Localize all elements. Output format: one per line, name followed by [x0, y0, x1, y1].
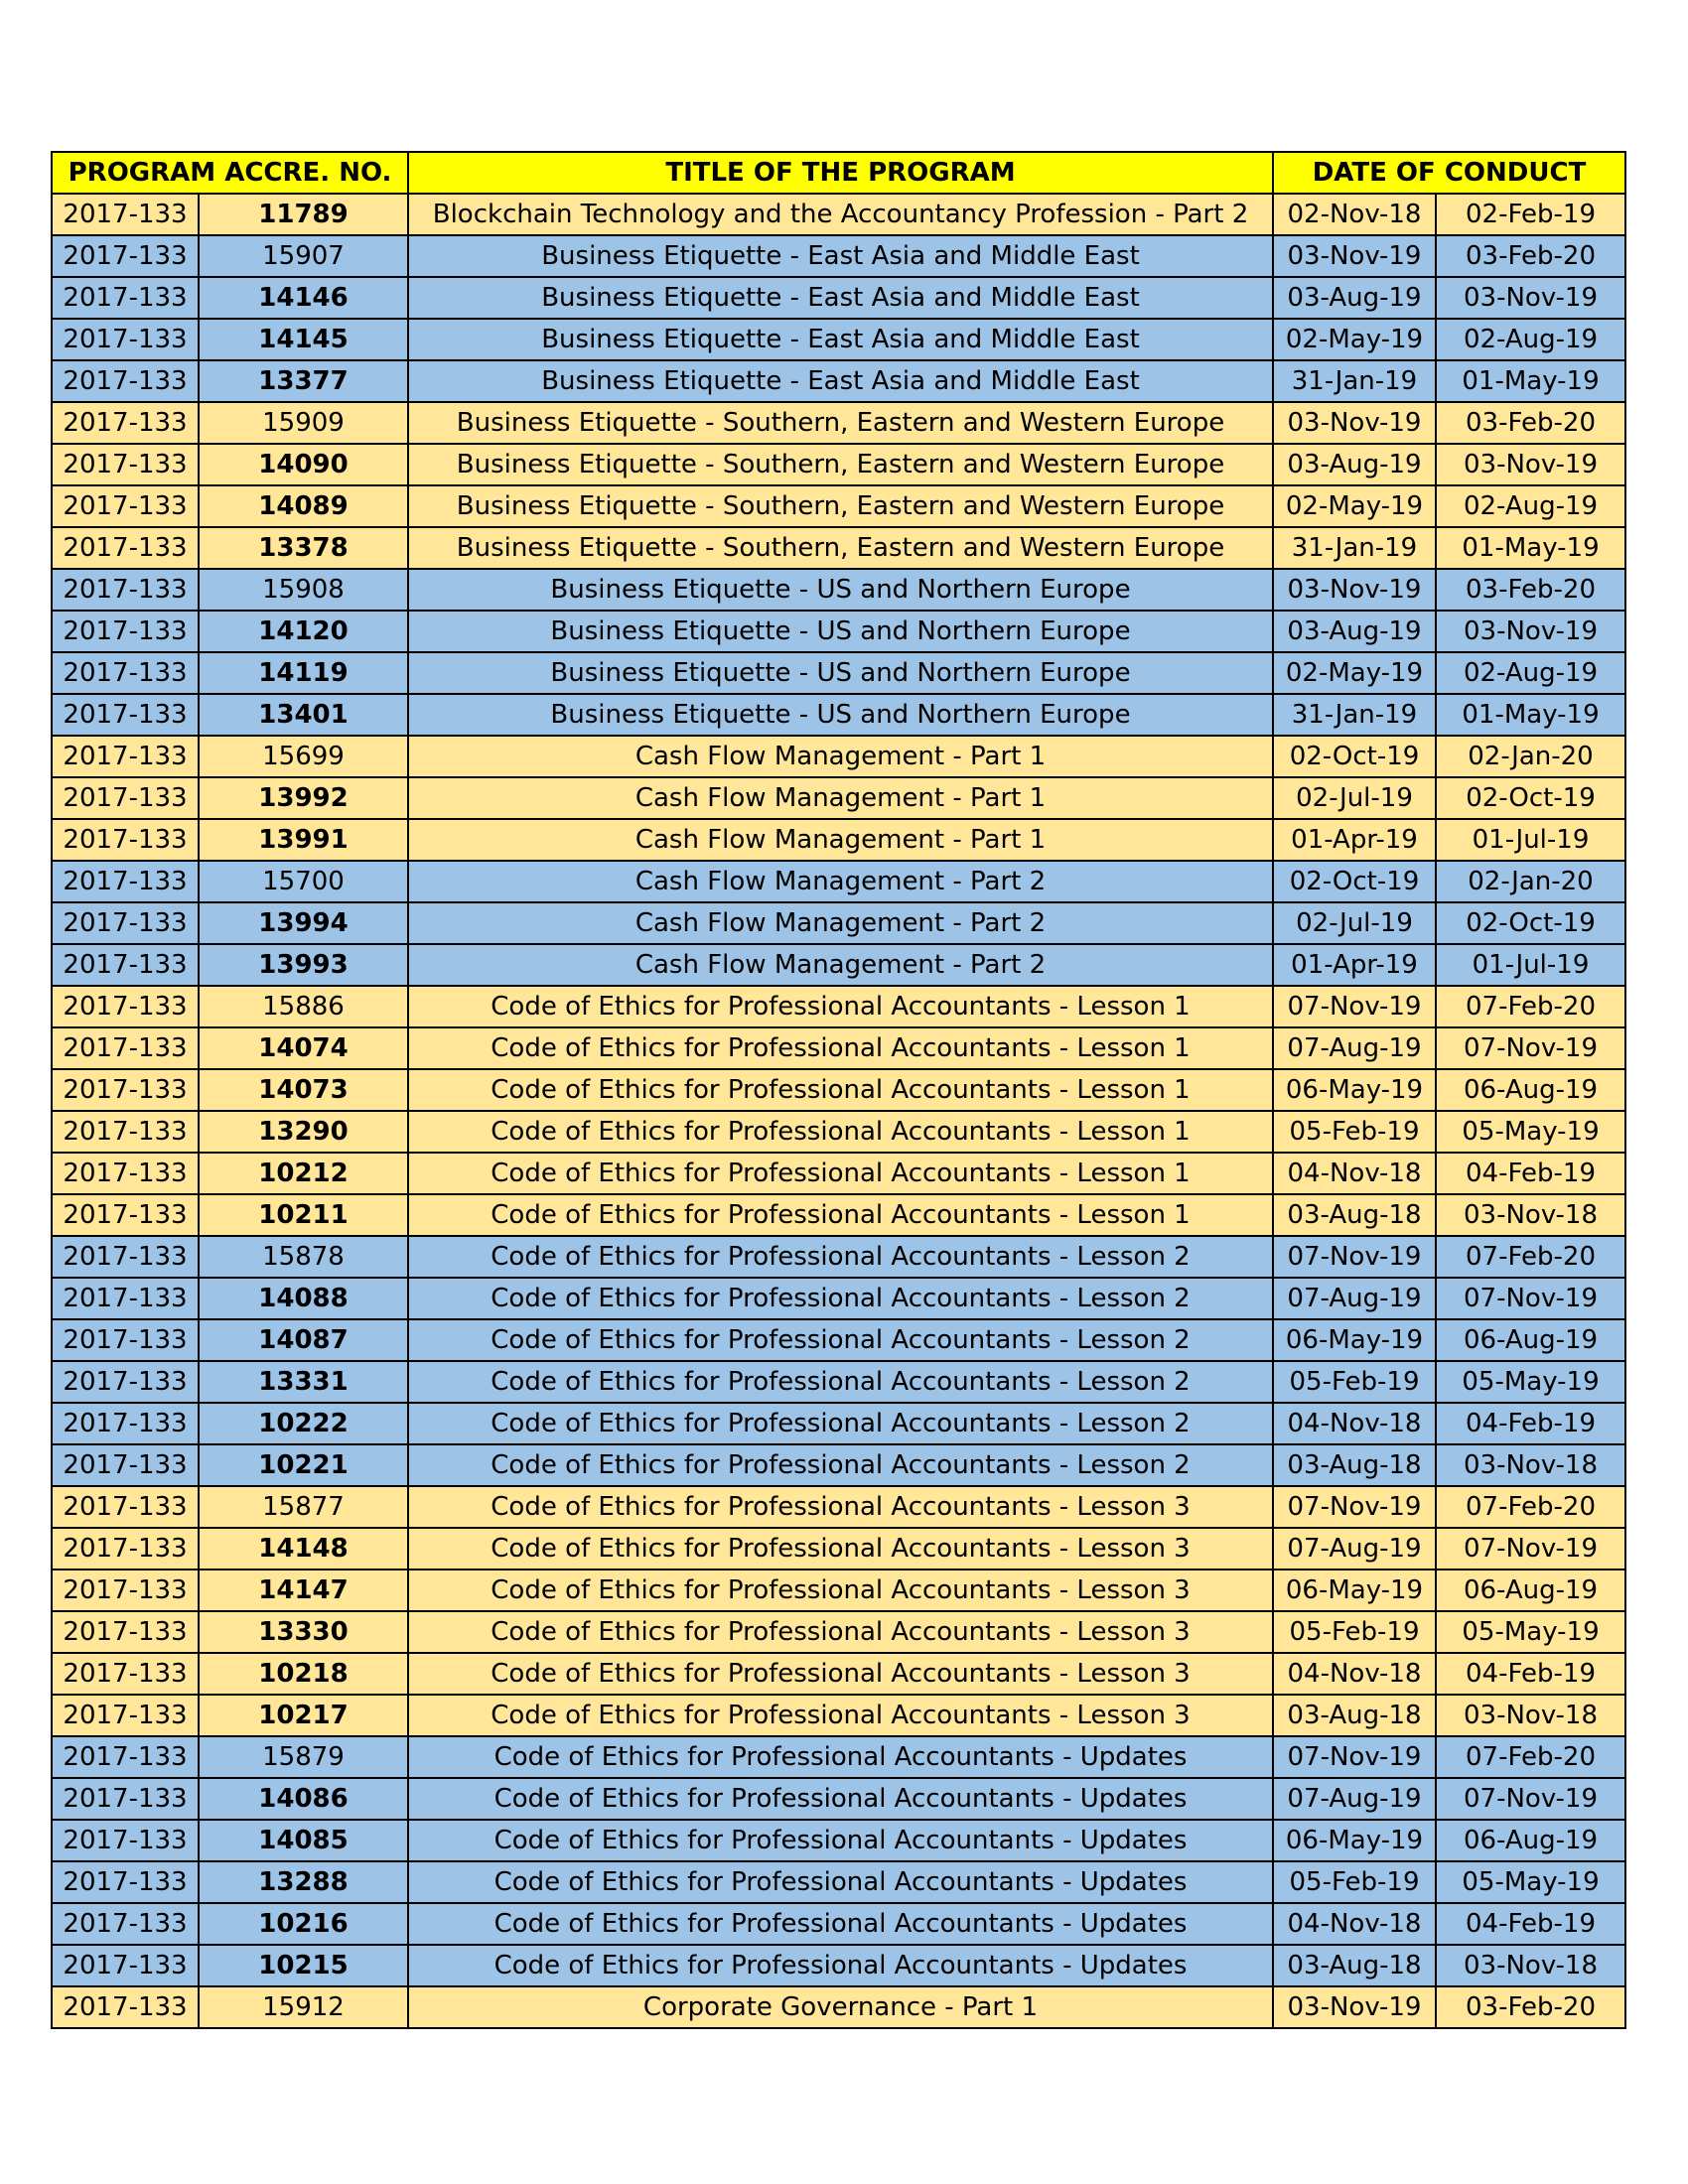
cell-program-title: Code of Ethics for Professional Accountants - Lesson 1 [408, 1111, 1273, 1153]
table-row [52, 1069, 1625, 1111]
cell-start-date: 07-Nov-19 [1273, 1236, 1436, 1278]
cell-accre-no: 13378 [199, 527, 408, 569]
cell-accre-no: 10222 [199, 1403, 408, 1444]
cell-program-prefix: 2017-133 [52, 485, 199, 527]
cell-start-date: 31-Jan-19 [1273, 360, 1436, 402]
cell-end-date: 03-Feb-20 [1436, 402, 1625, 444]
table-row [52, 902, 1625, 944]
cell-start-date: 04-Nov-18 [1273, 1153, 1436, 1194]
cell-program-title: Code of Ethics for Professional Accountants - Lesson 1 [408, 1027, 1273, 1069]
cell-accre-no: 14074 [199, 1027, 408, 1069]
table-row [52, 652, 1625, 694]
table-row [52, 611, 1625, 652]
table-row [52, 944, 1625, 986]
cell-program-title: Cash Flow Management - Part 1 [408, 736, 1273, 777]
cell-start-date: 02-May-19 [1273, 652, 1436, 694]
cell-program-title: Code of Ethics for Professional Accountants - Lesson 2 [408, 1403, 1273, 1444]
cell-program-title: Code of Ethics for Professional Accountants - Updates [408, 1820, 1273, 1861]
table-row [52, 1570, 1625, 1611]
cell-start-date: 07-Aug-19 [1273, 1778, 1436, 1820]
cell-program-title: Code of Ethics for Professional Accountants - Lesson 3 [408, 1486, 1273, 1528]
cell-program-title: Cash Flow Management - Part 1 [408, 777, 1273, 819]
cell-start-date: 03-Aug-18 [1273, 1695, 1436, 1736]
cell-start-date: 06-May-19 [1273, 1570, 1436, 1611]
cell-program-title: Code of Ethics for Professional Accountants - Lesson 3 [408, 1528, 1273, 1570]
cell-start-date: 03-Nov-19 [1273, 1986, 1436, 2028]
cell-program-prefix: 2017-133 [52, 1820, 199, 1861]
cell-program-prefix: 2017-133 [52, 319, 199, 360]
cell-start-date: 02-Jul-19 [1273, 777, 1436, 819]
cell-accre-no: 13288 [199, 1861, 408, 1903]
table-body [52, 194, 1625, 2028]
cell-accre-no: 15909 [199, 402, 408, 444]
cell-end-date: 07-Nov-19 [1436, 1027, 1625, 1069]
cell-accre-no: 13401 [199, 694, 408, 736]
cell-program-prefix: 2017-133 [52, 1903, 199, 1945]
cell-end-date: 03-Nov-18 [1436, 1194, 1625, 1236]
cell-program-prefix: 2017-133 [52, 1361, 199, 1403]
cell-program-title: Code of Ethics for Professional Accountants - Lesson 1 [408, 986, 1273, 1027]
cell-accre-no: 15879 [199, 1736, 408, 1778]
cell-accre-no: 14087 [199, 1319, 408, 1361]
cell-program-prefix: 2017-133 [52, 1027, 199, 1069]
table-row [52, 1528, 1625, 1570]
cell-program-prefix: 2017-133 [52, 527, 199, 569]
cell-accre-no: 15878 [199, 1236, 408, 1278]
cell-program-title: Code of Ethics for Professional Accountants - Lesson 3 [408, 1695, 1273, 1736]
table-row [52, 402, 1625, 444]
cell-start-date: 03-Aug-18 [1273, 1945, 1436, 1986]
cell-start-date: 31-Jan-19 [1273, 527, 1436, 569]
cell-program-prefix: 2017-133 [52, 1570, 199, 1611]
cell-accre-no: 15907 [199, 235, 408, 277]
cell-program-prefix: 2017-133 [52, 1611, 199, 1653]
cell-program-title: Business Etiquette - US and Northern Europe [408, 652, 1273, 694]
cell-start-date: 05-Feb-19 [1273, 1111, 1436, 1153]
cell-end-date: 03-Nov-19 [1436, 444, 1625, 485]
cell-accre-no: 14089 [199, 485, 408, 527]
cell-program-title: Code of Ethics for Professional Accountants - Lesson 3 [408, 1570, 1273, 1611]
table-row [52, 986, 1625, 1027]
cell-program-title: Code of Ethics for Professional Accountants - Updates [408, 1778, 1273, 1820]
cell-start-date: 03-Aug-19 [1273, 611, 1436, 652]
cell-accre-no: 15908 [199, 569, 408, 611]
cell-end-date: 02-Oct-19 [1436, 902, 1625, 944]
cell-program-title: Code of Ethics for Professional Accountants - Lesson 2 [408, 1278, 1273, 1319]
cell-end-date: 06-Aug-19 [1436, 1820, 1625, 1861]
cell-end-date: 07-Feb-20 [1436, 986, 1625, 1027]
cell-start-date: 02-Oct-19 [1273, 861, 1436, 902]
cell-program-title: Code of Ethics for Professional Accountants - Updates [408, 1903, 1273, 1945]
cell-program-title: Cash Flow Management - Part 2 [408, 861, 1273, 902]
cell-program-prefix: 2017-133 [52, 402, 199, 444]
cell-accre-no: 14145 [199, 319, 408, 360]
cell-accre-no: 14085 [199, 1820, 408, 1861]
table-row [52, 319, 1625, 360]
cell-program-prefix: 2017-133 [52, 1153, 199, 1194]
cell-start-date: 06-May-19 [1273, 1319, 1436, 1361]
cell-program-prefix: 2017-133 [52, 1695, 199, 1736]
table-row [52, 1278, 1625, 1319]
cell-program-title: Business Etiquette - Southern, Eastern and Western Europe [408, 444, 1273, 485]
cell-accre-no: 15912 [199, 1986, 408, 2028]
cell-end-date: 02-Aug-19 [1436, 652, 1625, 694]
cell-program-prefix: 2017-133 [52, 444, 199, 485]
cell-start-date: 02-Jul-19 [1273, 902, 1436, 944]
cell-end-date: 03-Feb-20 [1436, 235, 1625, 277]
table-row [52, 360, 1625, 402]
cell-accre-no: 13993 [199, 944, 408, 986]
cell-end-date: 03-Nov-18 [1436, 1444, 1625, 1486]
cell-accre-no: 10221 [199, 1444, 408, 1486]
cell-program-title: Business Etiquette - US and Northern Europe [408, 611, 1273, 652]
table-row [52, 569, 1625, 611]
cell-program-title: Code of Ethics for Professional Accountants - Lesson 3 [408, 1653, 1273, 1695]
cell-accre-no: 13994 [199, 902, 408, 944]
cell-start-date: 03-Nov-19 [1273, 235, 1436, 277]
cell-end-date: 07-Feb-20 [1436, 1486, 1625, 1528]
cell-program-prefix: 2017-133 [52, 1403, 199, 1444]
header-title: TITLE OF THE PROGRAM [408, 152, 1273, 194]
cell-accre-no: 10216 [199, 1903, 408, 1945]
cell-program-prefix: 2017-133 [52, 652, 199, 694]
cell-start-date: 03-Aug-18 [1273, 1194, 1436, 1236]
cell-program-title: Cash Flow Management - Part 1 [408, 819, 1273, 861]
table-row [52, 736, 1625, 777]
cell-accre-no: 14119 [199, 652, 408, 694]
cell-start-date: 06-May-19 [1273, 1069, 1436, 1111]
cell-program-prefix: 2017-133 [52, 1736, 199, 1778]
cell-program-prefix: 2017-133 [52, 1861, 199, 1903]
cell-program-prefix: 2017-133 [52, 1069, 199, 1111]
cell-end-date: 05-May-19 [1436, 1361, 1625, 1403]
cell-accre-no: 13331 [199, 1361, 408, 1403]
cell-accre-no: 14086 [199, 1778, 408, 1820]
cell-program-title: Cash Flow Management - Part 2 [408, 902, 1273, 944]
cell-start-date: 04-Nov-18 [1273, 1403, 1436, 1444]
cell-start-date: 03-Aug-18 [1273, 1444, 1436, 1486]
cell-program-prefix: 2017-133 [52, 1778, 199, 1820]
cell-end-date: 03-Feb-20 [1436, 569, 1625, 611]
cell-end-date: 07-Nov-19 [1436, 1528, 1625, 1570]
cell-end-date: 04-Feb-19 [1436, 1153, 1625, 1194]
cell-program-title: Business Etiquette - Southern, Eastern and Western Europe [408, 485, 1273, 527]
cell-program-prefix: 2017-133 [52, 360, 199, 402]
cell-program-prefix: 2017-133 [52, 902, 199, 944]
cell-start-date: 06-May-19 [1273, 1820, 1436, 1861]
cell-accre-no: 14073 [199, 1069, 408, 1111]
cell-program-title: Corporate Governance - Part 1 [408, 1986, 1273, 2028]
cell-program-prefix: 2017-133 [52, 1236, 199, 1278]
cell-start-date: 31-Jan-19 [1273, 694, 1436, 736]
cell-accre-no: 14088 [199, 1278, 408, 1319]
table-row [52, 694, 1625, 736]
cell-program-title: Business Etiquette - Southern, Eastern and Western Europe [408, 527, 1273, 569]
cell-accre-no: 13992 [199, 777, 408, 819]
cell-end-date: 01-May-19 [1436, 527, 1625, 569]
cell-program-title: Code of Ethics for Professional Accountants - Lesson 2 [408, 1361, 1273, 1403]
table-row [52, 1403, 1625, 1444]
cell-program-title: Code of Ethics for Professional Accountants - Lesson 2 [408, 1236, 1273, 1278]
cell-program-title: Business Etiquette - US and Northern Europe [408, 694, 1273, 736]
cell-end-date: 07-Feb-20 [1436, 1736, 1625, 1778]
cell-end-date: 07-Nov-19 [1436, 1278, 1625, 1319]
cell-program-prefix: 2017-133 [52, 235, 199, 277]
cell-program-title: Code of Ethics for Professional Accountants - Updates [408, 1945, 1273, 1986]
table-row [52, 777, 1625, 819]
cell-program-prefix: 2017-133 [52, 819, 199, 861]
table-row [52, 485, 1625, 527]
cell-program-prefix: 2017-133 [52, 1528, 199, 1570]
cell-accre-no: 11789 [199, 194, 408, 235]
table-row [52, 1653, 1625, 1695]
cell-accre-no: 14090 [199, 444, 408, 485]
cell-accre-no: 15877 [199, 1486, 408, 1528]
cell-start-date: 03-Aug-19 [1273, 277, 1436, 319]
cell-end-date: 03-Nov-19 [1436, 611, 1625, 652]
cell-start-date: 03-Aug-19 [1273, 444, 1436, 485]
table-row [52, 277, 1625, 319]
cell-accre-no: 13991 [199, 819, 408, 861]
cell-program-prefix: 2017-133 [52, 194, 199, 235]
table-row [52, 1820, 1625, 1861]
cell-program-prefix: 2017-133 [52, 1444, 199, 1486]
cell-end-date: 02-Jan-20 [1436, 861, 1625, 902]
cell-end-date: 02-Jan-20 [1436, 736, 1625, 777]
cell-accre-no: 15699 [199, 736, 408, 777]
table-row [52, 1153, 1625, 1194]
table-header [52, 152, 1625, 194]
cell-end-date: 01-May-19 [1436, 360, 1625, 402]
table-row [52, 1194, 1625, 1236]
cell-program-prefix: 2017-133 [52, 736, 199, 777]
cell-program-title: Code of Ethics for Professional Accountants - Lesson 2 [408, 1444, 1273, 1486]
table-row [52, 1361, 1625, 1403]
cell-accre-no: 13330 [199, 1611, 408, 1653]
cell-program-title: Blockchain Technology and the Accountancy Profession - Part 2 [408, 194, 1273, 235]
cell-program-prefix: 2017-133 [52, 1111, 199, 1153]
cell-program-title: Business Etiquette - East Asia and Middle East [408, 319, 1273, 360]
cell-start-date: 07-Aug-19 [1273, 1027, 1436, 1069]
cell-program-prefix: 2017-133 [52, 986, 199, 1027]
cell-program-prefix: 2017-133 [52, 277, 199, 319]
table-row [52, 1861, 1625, 1903]
cell-program-prefix: 2017-133 [52, 1486, 199, 1528]
cell-accre-no: 14120 [199, 611, 408, 652]
cell-program-prefix: 2017-133 [52, 1986, 199, 2028]
cell-accre-no: 10217 [199, 1695, 408, 1736]
table-row [52, 527, 1625, 569]
cell-program-prefix: 2017-133 [52, 611, 199, 652]
cell-program-prefix: 2017-133 [52, 1653, 199, 1695]
cell-start-date: 02-Oct-19 [1273, 736, 1436, 777]
cell-end-date: 01-Jul-19 [1436, 819, 1625, 861]
table-row [52, 1236, 1625, 1278]
cell-program-prefix: 2017-133 [52, 944, 199, 986]
cell-end-date: 07-Nov-19 [1436, 1778, 1625, 1820]
cell-end-date: 03-Nov-19 [1436, 277, 1625, 319]
table-row [52, 194, 1625, 235]
cell-accre-no: 14147 [199, 1570, 408, 1611]
cell-program-title: Code of Ethics for Professional Accountants - Lesson 1 [408, 1194, 1273, 1236]
table-row [52, 1611, 1625, 1653]
cell-end-date: 01-May-19 [1436, 694, 1625, 736]
cell-start-date: 05-Feb-19 [1273, 1361, 1436, 1403]
cell-program-title: Business Etiquette - Southern, Eastern and Western Europe [408, 402, 1273, 444]
cell-start-date: 04-Nov-18 [1273, 1653, 1436, 1695]
table-row [52, 1736, 1625, 1778]
cell-end-date: 04-Feb-19 [1436, 1653, 1625, 1695]
cell-start-date: 07-Aug-19 [1273, 1528, 1436, 1570]
cell-accre-no: 15886 [199, 986, 408, 1027]
table-row [52, 235, 1625, 277]
cell-program-title: Code of Ethics for Professional Accountants - Lesson 2 [408, 1319, 1273, 1361]
table-row [52, 1486, 1625, 1528]
cell-program-title: Business Etiquette - US and Northern Europe [408, 569, 1273, 611]
header-program-accre-no: PROGRAM ACCRE. NO. [52, 152, 408, 194]
table-row [52, 1319, 1625, 1361]
cell-end-date: 03-Nov-18 [1436, 1695, 1625, 1736]
cell-end-date: 05-May-19 [1436, 1111, 1625, 1153]
cell-end-date: 02-Oct-19 [1436, 777, 1625, 819]
cell-program-title: Business Etiquette - East Asia and Middle East [408, 277, 1273, 319]
cell-accre-no: 14146 [199, 277, 408, 319]
cell-program-title: Business Etiquette - East Asia and Middle East [408, 360, 1273, 402]
cell-end-date: 04-Feb-19 [1436, 1403, 1625, 1444]
cell-end-date: 02-Aug-19 [1436, 485, 1625, 527]
cell-end-date: 06-Aug-19 [1436, 1570, 1625, 1611]
program-table [51, 151, 1626, 2029]
cell-accre-no: 10212 [199, 1153, 408, 1194]
cell-end-date: 03-Feb-20 [1436, 1986, 1625, 2028]
cell-program-prefix: 2017-133 [52, 1945, 199, 1986]
cell-program-title: Code of Ethics for Professional Accountants - Updates [408, 1861, 1273, 1903]
cell-program-prefix: 2017-133 [52, 1319, 199, 1361]
cell-program-title: Cash Flow Management - Part 2 [408, 944, 1273, 986]
cell-start-date: 01-Apr-19 [1273, 819, 1436, 861]
cell-start-date: 07-Nov-19 [1273, 986, 1436, 1027]
cell-accre-no: 14148 [199, 1528, 408, 1570]
cell-program-title: Business Etiquette - East Asia and Middle East [408, 235, 1273, 277]
cell-program-prefix: 2017-133 [52, 1194, 199, 1236]
cell-start-date: 01-Apr-19 [1273, 944, 1436, 986]
header-row [52, 152, 1625, 194]
cell-accre-no: 10218 [199, 1653, 408, 1695]
cell-start-date: 07-Nov-19 [1273, 1736, 1436, 1778]
table-row [52, 1111, 1625, 1153]
table-row [52, 1444, 1625, 1486]
cell-program-title: Code of Ethics for Professional Accountants - Lesson 1 [408, 1069, 1273, 1111]
cell-start-date: 02-May-19 [1273, 319, 1436, 360]
cell-start-date: 07-Aug-19 [1273, 1278, 1436, 1319]
cell-start-date: 05-Feb-19 [1273, 1611, 1436, 1653]
cell-start-date: 05-Feb-19 [1273, 1861, 1436, 1903]
table-row [52, 1778, 1625, 1820]
cell-end-date: 05-May-19 [1436, 1861, 1625, 1903]
cell-start-date: 03-Nov-19 [1273, 402, 1436, 444]
cell-end-date: 06-Aug-19 [1436, 1069, 1625, 1111]
cell-end-date: 03-Nov-18 [1436, 1945, 1625, 1986]
cell-start-date: 02-May-19 [1273, 485, 1436, 527]
cell-start-date: 03-Nov-19 [1273, 569, 1436, 611]
cell-end-date: 05-May-19 [1436, 1611, 1625, 1653]
cell-program-title: Code of Ethics for Professional Accountants - Lesson 1 [408, 1153, 1273, 1194]
cell-program-title: Code of Ethics for Professional Accountants - Lesson 3 [408, 1611, 1273, 1653]
cell-end-date: 01-Jul-19 [1436, 944, 1625, 986]
table-row [52, 1945, 1625, 1986]
cell-end-date: 02-Feb-19 [1436, 194, 1625, 235]
cell-program-prefix: 2017-133 [52, 694, 199, 736]
cell-end-date: 06-Aug-19 [1436, 1319, 1625, 1361]
table-row [52, 1695, 1625, 1736]
table-row [52, 1986, 1625, 2028]
cell-end-date: 07-Feb-20 [1436, 1236, 1625, 1278]
cell-program-prefix: 2017-133 [52, 777, 199, 819]
cell-accre-no: 13290 [199, 1111, 408, 1153]
table-row [52, 819, 1625, 861]
cell-program-prefix: 2017-133 [52, 861, 199, 902]
cell-program-prefix: 2017-133 [52, 569, 199, 611]
cell-start-date: 07-Nov-19 [1273, 1486, 1436, 1528]
cell-accre-no: 10215 [199, 1945, 408, 1986]
cell-start-date: 02-Nov-18 [1273, 194, 1436, 235]
cell-program-title: Code of Ethics for Professional Accountants - Updates [408, 1736, 1273, 1778]
cell-program-prefix: 2017-133 [52, 1278, 199, 1319]
table-row [52, 861, 1625, 902]
header-date-of-conduct: DATE OF CONDUCT [1273, 152, 1625, 194]
cell-accre-no: 15700 [199, 861, 408, 902]
cell-end-date: 02-Aug-19 [1436, 319, 1625, 360]
table-row [52, 444, 1625, 485]
cell-end-date: 04-Feb-19 [1436, 1903, 1625, 1945]
cell-accre-no: 13377 [199, 360, 408, 402]
table-row [52, 1027, 1625, 1069]
cell-accre-no: 10211 [199, 1194, 408, 1236]
cell-start-date: 04-Nov-18 [1273, 1903, 1436, 1945]
table-row [52, 1903, 1625, 1945]
